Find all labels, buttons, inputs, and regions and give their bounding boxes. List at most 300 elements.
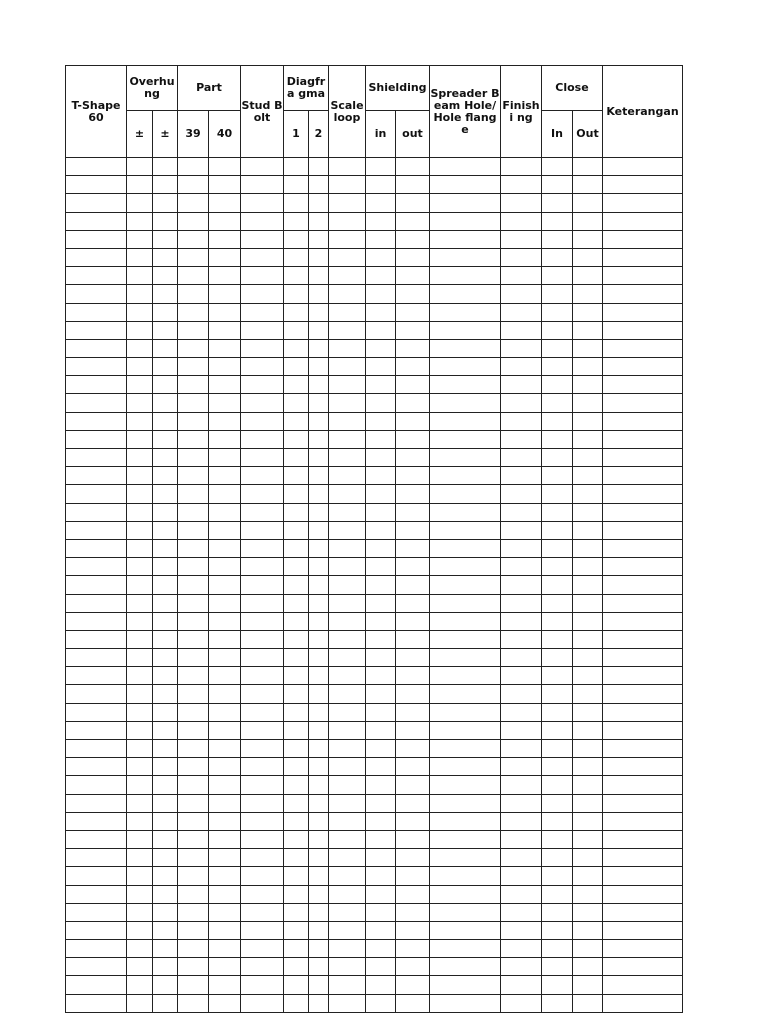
table-cell[interactable] bbox=[573, 285, 603, 303]
table-cell[interactable] bbox=[309, 230, 329, 248]
table-cell[interactable] bbox=[309, 158, 329, 176]
table-cell[interactable] bbox=[366, 303, 396, 321]
table-cell[interactable] bbox=[153, 703, 178, 721]
table-cell[interactable] bbox=[284, 539, 309, 557]
table-cell[interactable] bbox=[241, 303, 284, 321]
table-cell[interactable] bbox=[309, 194, 329, 212]
table-cell[interactable] bbox=[603, 885, 683, 903]
table-cell[interactable] bbox=[501, 376, 542, 394]
table-cell[interactable] bbox=[396, 539, 430, 557]
table-cell[interactable] bbox=[241, 339, 284, 357]
table-cell[interactable] bbox=[178, 958, 209, 976]
table-cell[interactable] bbox=[309, 376, 329, 394]
table-cell[interactable] bbox=[366, 794, 396, 812]
table-cell[interactable] bbox=[127, 740, 153, 758]
table-cell[interactable] bbox=[573, 376, 603, 394]
table-cell[interactable] bbox=[241, 194, 284, 212]
table-cell[interactable] bbox=[209, 903, 241, 921]
table-cell[interactable] bbox=[309, 940, 329, 958]
table-cell[interactable] bbox=[603, 449, 683, 467]
table-cell[interactable] bbox=[329, 885, 366, 903]
table-cell[interactable] bbox=[573, 940, 603, 958]
table-cell[interactable] bbox=[153, 612, 178, 630]
table-cell[interactable] bbox=[542, 630, 573, 648]
table-cell[interactable] bbox=[603, 558, 683, 576]
table-cell[interactable] bbox=[66, 576, 127, 594]
table-cell[interactable] bbox=[573, 267, 603, 285]
table-cell[interactable] bbox=[127, 940, 153, 958]
table-cell[interactable] bbox=[573, 849, 603, 867]
table-cell[interactable] bbox=[396, 212, 430, 230]
table-cell[interactable] bbox=[66, 649, 127, 667]
table-cell[interactable] bbox=[241, 721, 284, 739]
table-cell[interactable] bbox=[153, 740, 178, 758]
table-cell[interactable] bbox=[430, 958, 501, 976]
table-cell[interactable] bbox=[127, 358, 153, 376]
table-cell[interactable] bbox=[542, 321, 573, 339]
table-cell[interactable] bbox=[366, 376, 396, 394]
table-cell[interactable] bbox=[366, 903, 396, 921]
table-cell[interactable] bbox=[209, 758, 241, 776]
table-cell[interactable] bbox=[430, 430, 501, 448]
table-cell[interactable] bbox=[284, 921, 309, 939]
table-cell[interactable] bbox=[178, 612, 209, 630]
table-cell[interactable] bbox=[329, 503, 366, 521]
table-cell[interactable] bbox=[241, 467, 284, 485]
table-cell[interactable] bbox=[178, 630, 209, 648]
table-cell[interactable] bbox=[284, 467, 309, 485]
table-cell[interactable] bbox=[66, 267, 127, 285]
table-cell[interactable] bbox=[241, 612, 284, 630]
table-cell[interactable] bbox=[127, 558, 153, 576]
table-cell[interactable] bbox=[542, 721, 573, 739]
table-cell[interactable] bbox=[178, 358, 209, 376]
table-cell[interactable] bbox=[66, 940, 127, 958]
table-cell[interactable] bbox=[501, 849, 542, 867]
table-cell[interactable] bbox=[209, 539, 241, 557]
table-cell[interactable] bbox=[309, 703, 329, 721]
table-cell[interactable] bbox=[153, 176, 178, 194]
table-cell[interactable] bbox=[309, 740, 329, 758]
table-cell[interactable] bbox=[209, 940, 241, 958]
table-cell[interactable] bbox=[178, 649, 209, 667]
table-cell[interactable] bbox=[153, 794, 178, 812]
table-cell[interactable] bbox=[430, 685, 501, 703]
table-cell[interactable] bbox=[542, 303, 573, 321]
table-cell[interactable] bbox=[209, 285, 241, 303]
table-cell[interactable] bbox=[430, 903, 501, 921]
table-cell[interactable] bbox=[542, 376, 573, 394]
table-cell[interactable] bbox=[241, 394, 284, 412]
table-cell[interactable] bbox=[501, 630, 542, 648]
table-cell[interactable] bbox=[603, 630, 683, 648]
table-cell[interactable] bbox=[284, 776, 309, 794]
table-cell[interactable] bbox=[501, 649, 542, 667]
table-cell[interactable] bbox=[127, 376, 153, 394]
table-cell[interactable] bbox=[329, 558, 366, 576]
table-cell[interactable] bbox=[127, 321, 153, 339]
table-cell[interactable] bbox=[396, 740, 430, 758]
table-cell[interactable] bbox=[284, 430, 309, 448]
table-cell[interactable] bbox=[127, 449, 153, 467]
table-cell[interactable] bbox=[573, 539, 603, 557]
table-cell[interactable] bbox=[396, 248, 430, 266]
table-cell[interactable] bbox=[329, 830, 366, 848]
table-cell[interactable] bbox=[178, 594, 209, 612]
table-cell[interactable] bbox=[153, 503, 178, 521]
table-cell[interactable] bbox=[127, 521, 153, 539]
table-cell[interactable] bbox=[66, 285, 127, 303]
table-cell[interactable] bbox=[178, 576, 209, 594]
table-cell[interactable] bbox=[178, 721, 209, 739]
table-cell[interactable] bbox=[603, 467, 683, 485]
table-cell[interactable] bbox=[309, 921, 329, 939]
table-cell[interactable] bbox=[573, 885, 603, 903]
table-cell[interactable] bbox=[284, 376, 309, 394]
table-cell[interactable] bbox=[501, 267, 542, 285]
table-cell[interactable] bbox=[430, 885, 501, 903]
table-cell[interactable] bbox=[284, 594, 309, 612]
table-cell[interactable] bbox=[153, 849, 178, 867]
table-cell[interactable] bbox=[573, 594, 603, 612]
table-cell[interactable] bbox=[241, 994, 284, 1012]
table-cell[interactable] bbox=[66, 230, 127, 248]
table-cell[interactable] bbox=[178, 176, 209, 194]
table-cell[interactable] bbox=[430, 449, 501, 467]
table-cell[interactable] bbox=[241, 794, 284, 812]
table-cell[interactable] bbox=[542, 830, 573, 848]
table-cell[interactable] bbox=[241, 830, 284, 848]
table-cell[interactable] bbox=[366, 321, 396, 339]
table-cell[interactable] bbox=[153, 303, 178, 321]
table-cell[interactable] bbox=[396, 267, 430, 285]
table-cell[interactable] bbox=[153, 994, 178, 1012]
table-cell[interactable] bbox=[241, 539, 284, 557]
table-cell[interactable] bbox=[501, 230, 542, 248]
table-cell[interactable] bbox=[309, 394, 329, 412]
table-cell[interactable] bbox=[284, 685, 309, 703]
table-cell[interactable] bbox=[501, 412, 542, 430]
table-cell[interactable] bbox=[501, 740, 542, 758]
table-cell[interactable] bbox=[396, 358, 430, 376]
table-cell[interactable] bbox=[396, 485, 430, 503]
table-cell[interactable] bbox=[127, 776, 153, 794]
table-cell[interactable] bbox=[396, 285, 430, 303]
table-cell[interactable] bbox=[153, 976, 178, 994]
table-cell[interactable] bbox=[209, 485, 241, 503]
table-cell[interactable] bbox=[153, 758, 178, 776]
table-cell[interactable] bbox=[542, 612, 573, 630]
table-cell[interactable] bbox=[396, 776, 430, 794]
table-cell[interactable] bbox=[603, 812, 683, 830]
table-cell[interactable] bbox=[241, 976, 284, 994]
table-cell[interactable] bbox=[329, 267, 366, 285]
table-cell[interactable] bbox=[430, 721, 501, 739]
table-cell[interactable] bbox=[573, 358, 603, 376]
table-cell[interactable] bbox=[430, 667, 501, 685]
table-cell[interactable] bbox=[396, 849, 430, 867]
table-cell[interactable] bbox=[241, 503, 284, 521]
table-cell[interactable] bbox=[501, 976, 542, 994]
table-cell[interactable] bbox=[329, 521, 366, 539]
table-cell[interactable] bbox=[329, 958, 366, 976]
table-cell[interactable] bbox=[66, 958, 127, 976]
table-cell[interactable] bbox=[366, 703, 396, 721]
table-cell[interactable] bbox=[396, 685, 430, 703]
table-cell[interactable] bbox=[396, 903, 430, 921]
table-cell[interactable] bbox=[309, 885, 329, 903]
table-cell[interactable] bbox=[209, 849, 241, 867]
table-cell[interactable] bbox=[573, 721, 603, 739]
table-cell[interactable] bbox=[329, 230, 366, 248]
table-cell[interactable] bbox=[241, 758, 284, 776]
table-cell[interactable] bbox=[366, 867, 396, 885]
table-cell[interactable] bbox=[430, 321, 501, 339]
table-cell[interactable] bbox=[366, 158, 396, 176]
table-cell[interactable] bbox=[178, 685, 209, 703]
table-cell[interactable] bbox=[284, 339, 309, 357]
table-cell[interactable] bbox=[178, 667, 209, 685]
table-cell[interactable] bbox=[241, 321, 284, 339]
table-cell[interactable] bbox=[366, 358, 396, 376]
table-cell[interactable] bbox=[573, 303, 603, 321]
table-cell[interactable] bbox=[603, 830, 683, 848]
table-cell[interactable] bbox=[209, 740, 241, 758]
table-cell[interactable] bbox=[501, 449, 542, 467]
table-cell[interactable] bbox=[542, 667, 573, 685]
table-cell[interactable] bbox=[127, 430, 153, 448]
table-cell[interactable] bbox=[396, 794, 430, 812]
table-cell[interactable] bbox=[153, 467, 178, 485]
table-cell[interactable] bbox=[153, 830, 178, 848]
table-cell[interactable] bbox=[501, 303, 542, 321]
table-cell[interactable] bbox=[209, 612, 241, 630]
table-cell[interactable] bbox=[573, 248, 603, 266]
table-cell[interactable] bbox=[396, 449, 430, 467]
table-cell[interactable] bbox=[329, 339, 366, 357]
table-cell[interactable] bbox=[430, 485, 501, 503]
table-cell[interactable] bbox=[430, 212, 501, 230]
table-cell[interactable] bbox=[501, 758, 542, 776]
table-cell[interactable] bbox=[573, 321, 603, 339]
table-cell[interactable] bbox=[178, 794, 209, 812]
table-cell[interactable] bbox=[178, 558, 209, 576]
table-cell[interactable] bbox=[430, 867, 501, 885]
table-cell[interactable] bbox=[366, 467, 396, 485]
table-cell[interactable] bbox=[178, 503, 209, 521]
table-cell[interactable] bbox=[573, 867, 603, 885]
table-cell[interactable] bbox=[284, 248, 309, 266]
table-cell[interactable] bbox=[153, 412, 178, 430]
table-cell[interactable] bbox=[542, 685, 573, 703]
table-cell[interactable] bbox=[127, 612, 153, 630]
table-cell[interactable] bbox=[66, 794, 127, 812]
table-cell[interactable] bbox=[66, 594, 127, 612]
table-cell[interactable] bbox=[153, 248, 178, 266]
table-cell[interactable] bbox=[542, 958, 573, 976]
table-cell[interactable] bbox=[603, 867, 683, 885]
table-cell[interactable] bbox=[603, 376, 683, 394]
table-cell[interactable] bbox=[309, 303, 329, 321]
table-cell[interactable] bbox=[153, 940, 178, 958]
table-cell[interactable] bbox=[396, 503, 430, 521]
table-cell[interactable] bbox=[396, 558, 430, 576]
table-cell[interactable] bbox=[501, 358, 542, 376]
table-cell[interactable] bbox=[573, 576, 603, 594]
table-cell[interactable] bbox=[127, 812, 153, 830]
table-cell[interactable] bbox=[309, 412, 329, 430]
table-cell[interactable] bbox=[573, 230, 603, 248]
table-cell[interactable] bbox=[366, 994, 396, 1012]
table-cell[interactable] bbox=[366, 667, 396, 685]
table-cell[interactable] bbox=[542, 230, 573, 248]
table-cell[interactable] bbox=[396, 521, 430, 539]
table-cell[interactable] bbox=[603, 667, 683, 685]
table-cell[interactable] bbox=[366, 830, 396, 848]
table-cell[interactable] bbox=[284, 321, 309, 339]
table-cell[interactable] bbox=[501, 485, 542, 503]
table-cell[interactable] bbox=[573, 958, 603, 976]
table-cell[interactable] bbox=[127, 576, 153, 594]
table-cell[interactable] bbox=[542, 248, 573, 266]
table-cell[interactable] bbox=[396, 576, 430, 594]
table-cell[interactable] bbox=[501, 612, 542, 630]
table-cell[interactable] bbox=[241, 176, 284, 194]
table-cell[interactable] bbox=[153, 539, 178, 557]
table-cell[interactable] bbox=[573, 194, 603, 212]
table-cell[interactable] bbox=[178, 158, 209, 176]
table-cell[interactable] bbox=[241, 285, 284, 303]
table-cell[interactable] bbox=[430, 703, 501, 721]
table-cell[interactable] bbox=[241, 485, 284, 503]
table-cell[interactable] bbox=[396, 430, 430, 448]
table-cell[interactable] bbox=[209, 794, 241, 812]
table-cell[interactable] bbox=[178, 921, 209, 939]
table-cell[interactable] bbox=[209, 667, 241, 685]
table-cell[interactable] bbox=[241, 594, 284, 612]
table-cell[interactable] bbox=[366, 212, 396, 230]
table-cell[interactable] bbox=[430, 830, 501, 848]
table-cell[interactable] bbox=[127, 976, 153, 994]
table-cell[interactable] bbox=[542, 521, 573, 539]
table-cell[interactable] bbox=[178, 885, 209, 903]
table-cell[interactable] bbox=[430, 849, 501, 867]
table-cell[interactable] bbox=[241, 158, 284, 176]
table-cell[interactable] bbox=[178, 394, 209, 412]
table-cell[interactable] bbox=[153, 521, 178, 539]
table-cell[interactable] bbox=[573, 812, 603, 830]
table-cell[interactable] bbox=[542, 994, 573, 1012]
table-cell[interactable] bbox=[127, 721, 153, 739]
table-cell[interactable] bbox=[430, 776, 501, 794]
table-cell[interactable] bbox=[542, 212, 573, 230]
table-cell[interactable] bbox=[366, 176, 396, 194]
table-cell[interactable] bbox=[366, 958, 396, 976]
table-cell[interactable] bbox=[241, 358, 284, 376]
table-cell[interactable] bbox=[396, 176, 430, 194]
table-cell[interactable] bbox=[127, 267, 153, 285]
table-cell[interactable] bbox=[542, 740, 573, 758]
table-cell[interactable] bbox=[153, 776, 178, 794]
table-cell[interactable] bbox=[329, 685, 366, 703]
table-cell[interactable] bbox=[209, 558, 241, 576]
table-cell[interactable] bbox=[178, 976, 209, 994]
table-cell[interactable] bbox=[309, 903, 329, 921]
table-cell[interactable] bbox=[603, 776, 683, 794]
table-cell[interactable] bbox=[153, 649, 178, 667]
table-cell[interactable] bbox=[603, 649, 683, 667]
table-cell[interactable] bbox=[501, 158, 542, 176]
table-cell[interactable] bbox=[573, 903, 603, 921]
table-cell[interactable] bbox=[501, 685, 542, 703]
table-cell[interactable] bbox=[366, 394, 396, 412]
table-cell[interactable] bbox=[396, 758, 430, 776]
table-cell[interactable] bbox=[366, 339, 396, 357]
table-cell[interactable] bbox=[396, 921, 430, 939]
table-cell[interactable] bbox=[241, 267, 284, 285]
table-cell[interactable] bbox=[430, 412, 501, 430]
table-cell[interactable] bbox=[430, 394, 501, 412]
table-cell[interactable] bbox=[127, 685, 153, 703]
table-cell[interactable] bbox=[430, 285, 501, 303]
table-cell[interactable] bbox=[329, 376, 366, 394]
table-cell[interactable] bbox=[66, 994, 127, 1012]
table-cell[interactable] bbox=[309, 867, 329, 885]
table-cell[interactable] bbox=[329, 740, 366, 758]
table-cell[interactable] bbox=[603, 976, 683, 994]
table-cell[interactable] bbox=[153, 558, 178, 576]
table-cell[interactable] bbox=[603, 594, 683, 612]
table-cell[interactable] bbox=[153, 267, 178, 285]
table-cell[interactable] bbox=[329, 703, 366, 721]
table-cell[interactable] bbox=[501, 940, 542, 958]
table-cell[interactable] bbox=[396, 412, 430, 430]
table-cell[interactable] bbox=[66, 521, 127, 539]
table-cell[interactable] bbox=[309, 849, 329, 867]
table-cell[interactable] bbox=[153, 921, 178, 939]
table-cell[interactable] bbox=[66, 867, 127, 885]
table-cell[interactable] bbox=[127, 467, 153, 485]
table-cell[interactable] bbox=[66, 976, 127, 994]
table-cell[interactable] bbox=[153, 885, 178, 903]
table-cell[interactable] bbox=[153, 576, 178, 594]
table-cell[interactable] bbox=[603, 703, 683, 721]
table-cell[interactable] bbox=[241, 449, 284, 467]
table-cell[interactable] bbox=[573, 649, 603, 667]
table-cell[interactable] bbox=[396, 230, 430, 248]
table-cell[interactable] bbox=[284, 358, 309, 376]
table-cell[interactable] bbox=[127, 539, 153, 557]
table-cell[interactable] bbox=[309, 594, 329, 612]
table-cell[interactable] bbox=[127, 303, 153, 321]
table-cell[interactable] bbox=[603, 576, 683, 594]
table-cell[interactable] bbox=[501, 594, 542, 612]
table-cell[interactable] bbox=[309, 449, 329, 467]
table-cell[interactable] bbox=[501, 248, 542, 266]
table-cell[interactable] bbox=[127, 230, 153, 248]
table-cell[interactable] bbox=[241, 376, 284, 394]
table-cell[interactable] bbox=[603, 176, 683, 194]
table-cell[interactable] bbox=[66, 321, 127, 339]
table-cell[interactable] bbox=[603, 230, 683, 248]
table-cell[interactable] bbox=[366, 412, 396, 430]
table-cell[interactable] bbox=[284, 867, 309, 885]
table-cell[interactable] bbox=[209, 303, 241, 321]
table-cell[interactable] bbox=[573, 503, 603, 521]
table-cell[interactable] bbox=[603, 740, 683, 758]
table-cell[interactable] bbox=[366, 849, 396, 867]
table-cell[interactable] bbox=[501, 576, 542, 594]
